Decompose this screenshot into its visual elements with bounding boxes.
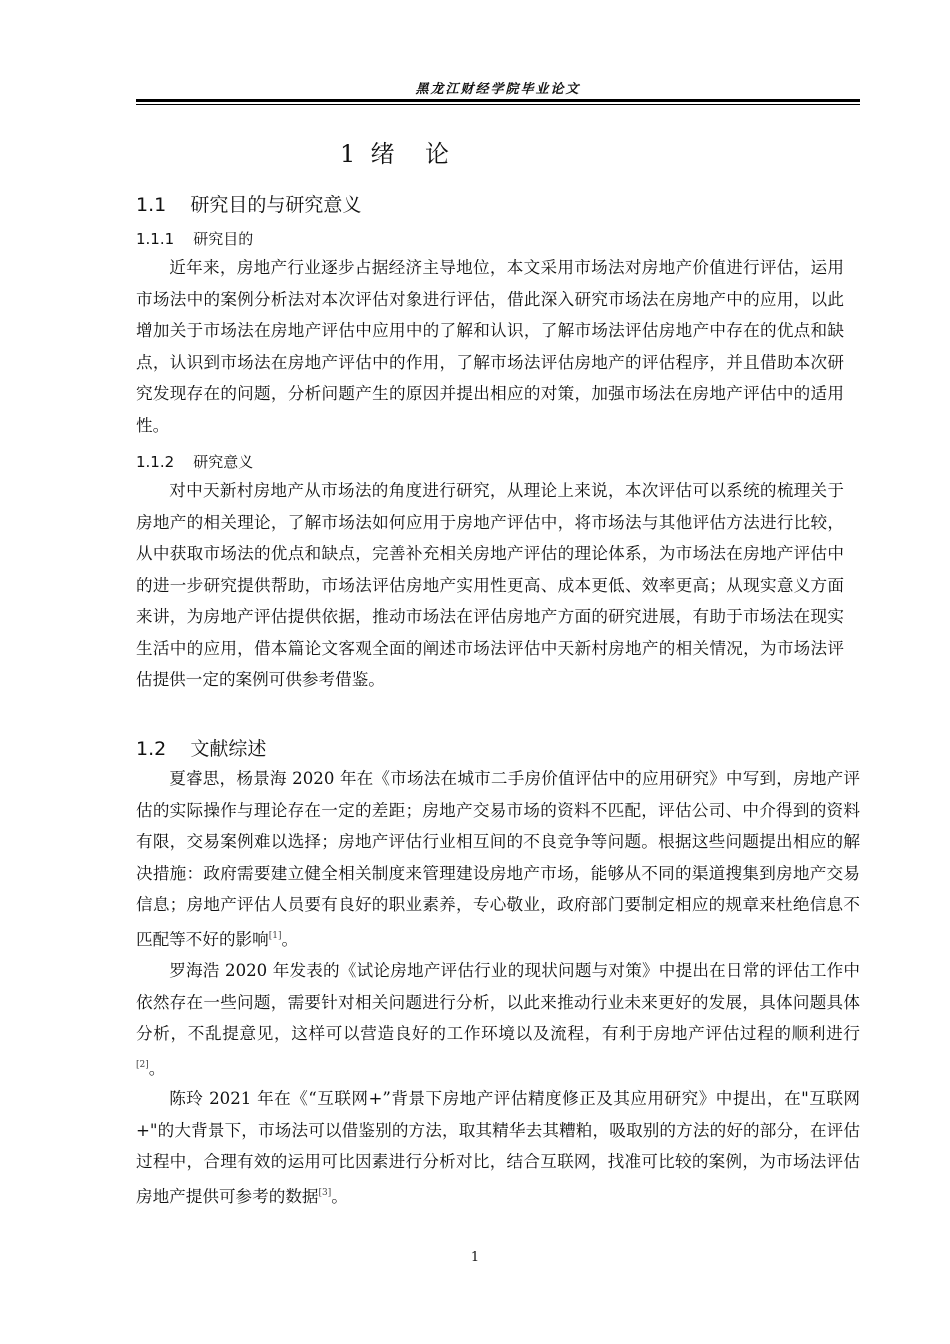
- paragraph-literature-3: [136, 1083, 860, 1212]
- page-number: 1: [470, 1250, 480, 1265]
- section-heading-1-1-1: 1.1.1 研究目的: [136, 230, 254, 248]
- paragraph-literature-2: [136, 955, 860, 1084]
- citation-ref-1: [1]: [268, 930, 282, 941]
- section-heading-1-1-2: 1.1.2 研究意义: [136, 453, 254, 471]
- paragraph-text: 罗海浩 2020 年发表的《试论房地产评估行业的现状问题与对策》中提出在日常的评估工作中依然存在一些问题，需要针对相关问题进行分析，以此来推动行业未来更好的发展，具体问题具体分析，不乱提意见，这样可以营造良好的工作环境以及流程，有利于房地产评估过程的顺利进行: [136, 961, 860, 1043]
- paragraph-literature-1: [136, 763, 860, 955]
- header-title: 黑龙江财经学院毕业论文: [415, 82, 581, 97]
- paragraph-research-purpose: 近年来，房地产行业逐步占据经济主导地位，本文采用市场法对房地产价值进行评估，运用市场法中的案例分析法对本次评估对象进行评估，借此深入研究市场法在房地产中的应用，以此增加关于市场法在房地产评估中应用中的了解和认识，了解市场法评估房地产中存在的优点和缺点，认识到市场法在房地产评估中的作用，了解市场法评估房地产的评估程序，并且借助本次研究发现存在的问题，分析问题产生的原因并提出相应的对策，加强市场法在房地产评估中的适用性。: [136, 258, 844, 435]
- paragraph-text: 陈玲 2021 年在《“互联网+”背景下房地产评估精度修正及其应用研究》中提出，在"互联网+"的大背景下，市场法可以借鉴别的方法，取其精华去其糟粕，吸取别的方法的好的部分，在评估过程中，合理有效的运用可比因素进行分析对比，结合互联网，找准可比较的案例，为市场法评估房地产提供可参考的数据: [136, 1089, 860, 1206]
- section-heading-1-1: 1.1 研究目的与研究意义: [136, 194, 362, 216]
- section-heading-1-2: 1.2 文献综述: [136, 738, 267, 760]
- citation-ref-3: [3]: [318, 1187, 332, 1198]
- chapter-title: 1 绪 论: [340, 140, 450, 168]
- sentence-end: 。: [331, 1186, 348, 1206]
- sentence-end: 。: [281, 929, 299, 949]
- header-rule-thin: [136, 104, 860, 105]
- paragraph-research-significance: 对中天新村房地产从市场法的角度进行研究，从理论上来说，本次评估可以系统的梳理关于房地产的相关理论，了解市场法如何应用于房地产评估中，将市场法与其他评估方法进行比较，从中获取市场法的优点和缺点，完善补充相关房地产评估的理论体系，为市场法在房地产评估中的进一步研究提供帮助，市场法评估房地产实用性更高、成本更低、效率更高；从现实意义方面来讲，为房地产评估提供依据，推动市场法在评估房地产方面的研究进展，有助于市场法在现实生活中的应用，借本篇论文客观全面的阐述市场法评估中天新村房地产的相关情况，为市场法评估提供一定的案例可供参考借鉴。: [136, 481, 844, 689]
- citation-ref-2: [2]: [136, 1059, 149, 1070]
- page-header: [136, 78, 860, 106]
- header-rule-thick: [136, 99, 860, 102]
- paragraph-text: 夏睿思，杨景海 2020 年在《市场法在城市二手房价值评估中的应用研究》中写到，房地产评估的实际操作与理论存在一定的差距；房地产交易市场的资料不匹配，评估公司、中介得到的资料有限，交易案例难以选择；房地产评估行业相互间的不良竞争等问题。根据这些问题提出相应的解决措施：政府需要建立健全相关制度来管理建设房地产市场，能够从不同的渠道搜集到房地产交易信息；房地产评估人员要有良好的职业素养，专心敬业，政府部门要制定相应的规章来杜绝信息不匹配等不好的影响: [136, 769, 860, 949]
- sentence-end: 。: [148, 1058, 166, 1078]
